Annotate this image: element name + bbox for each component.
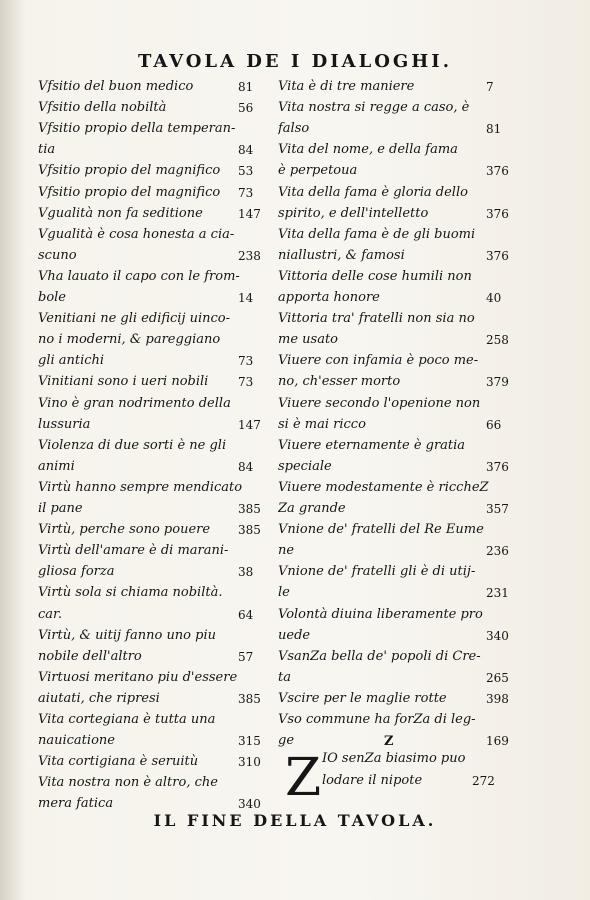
entry-text: lussuria <box>38 416 91 432</box>
entry-text: Vfsitio propio del magnifico <box>38 163 221 179</box>
index-entry-line <box>38 414 276 436</box>
page-number: 81 <box>238 80 254 94</box>
page-number: 40 <box>486 291 502 305</box>
entry-text: Viuere con infamia è poco me- <box>278 353 479 369</box>
entry-text: Vso commune ha forZa di leg- <box>278 712 476 727</box>
page-number: 7 <box>486 80 494 94</box>
page-number: 64 <box>238 607 254 622</box>
entry-text: aiutati, che ripresi <box>38 690 160 706</box>
index-entry-line <box>38 582 276 604</box>
page-number: 310 <box>238 755 261 770</box>
entry-text: Vino è gran nodrimento della <box>38 395 231 411</box>
page-number: 57 <box>238 649 254 664</box>
index-entry-line <box>38 730 276 752</box>
page-number: 14 <box>238 291 254 305</box>
index-entry-line <box>278 371 516 393</box>
entry-text: Virtù dell'amare è di marani- <box>38 543 229 559</box>
index-entry-line <box>278 76 516 98</box>
entry-text: ne <box>278 543 295 559</box>
entry-text: Vita della fama è de gli buomi <box>278 226 476 242</box>
index-entry-line <box>278 646 516 668</box>
entry-text: Vnione de' fratelli gli è di utij- <box>278 564 476 580</box>
index-column-right <box>278 76 516 816</box>
page-number: 147 <box>238 417 261 432</box>
entry-text: Viuere modestamente è riccheZ <box>278 479 489 495</box>
page-number: 169 <box>486 734 509 749</box>
entry-text: Vita è di tre maniere <box>278 79 415 94</box>
index-entry-line <box>38 646 276 668</box>
index-entry-line <box>38 182 276 204</box>
index-entry-line <box>278 667 516 689</box>
page-number: 376 <box>486 459 509 474</box>
entry-text: Vita cortigiana è seruitù <box>38 754 199 770</box>
entry-text: tia <box>38 142 56 158</box>
index-entry-line <box>38 350 276 372</box>
entry-text: Vita della fama è gloria dello <box>278 184 468 200</box>
page-number: 258 <box>486 333 509 348</box>
index-entry-line <box>278 308 516 330</box>
page-number: 53 <box>238 164 254 179</box>
index-entry-line <box>38 266 276 288</box>
page-number: 56 <box>238 101 254 116</box>
entry-text: bole <box>38 290 66 305</box>
index-entry-line <box>278 414 516 436</box>
entry-text: VsanZa bella de' popoli di Cre- <box>278 648 481 664</box>
entry-text: Vfsitio della nobiltà <box>38 100 167 116</box>
index-entry-line <box>38 118 276 140</box>
entry-text: Viuere eternamente è gratia <box>278 437 466 453</box>
index-entry-line <box>278 182 516 204</box>
entry-text: le <box>278 585 290 601</box>
page-number: 272 <box>472 774 495 788</box>
entry-text: Vittoria delle cose humili non <box>278 268 472 284</box>
page-number: 73 <box>238 185 254 200</box>
index-entry-line <box>38 308 276 330</box>
index-entry-line <box>278 456 516 478</box>
page-number: 315 <box>238 734 261 749</box>
entry-text: niallustri, & famosi <box>278 247 405 263</box>
page-number: 238 <box>238 248 261 263</box>
entry-text: spirito, e dell'intelletto <box>278 205 429 221</box>
entry-text: Za grande <box>278 501 346 516</box>
page-number: 73 <box>238 375 254 390</box>
entry-text: Vita cortegiana è tutta una <box>38 712 216 727</box>
entry-text: Vfsitio propio della temperan- <box>38 121 236 137</box>
index-entry-line <box>38 160 276 182</box>
index-entry-line <box>278 245 516 267</box>
entry-text: Virtù sola si chiama nobiltà. <box>38 585 223 601</box>
index-entry-line <box>278 498 516 520</box>
page-number: 340 <box>486 628 509 643</box>
index-entry-line <box>38 625 276 647</box>
entry-text: Virtù hanno sempre mendicato <box>38 479 243 495</box>
index-entry-line <box>38 688 276 710</box>
section-heading-z: Z <box>384 734 394 749</box>
page-number: 236 <box>486 544 509 559</box>
page-number: 376 <box>486 248 509 263</box>
page-number: 398 <box>486 691 509 706</box>
entry-text: animi <box>38 458 75 474</box>
entry-text: car. <box>38 606 62 622</box>
entry-text: falso <box>278 121 310 137</box>
index-entry-line <box>278 561 516 583</box>
entry-text: Volontà diuina liberamente pro <box>278 606 483 622</box>
entry-text: scuno <box>38 247 77 263</box>
index-entry-line <box>38 76 276 98</box>
entry-text: uede <box>278 627 311 643</box>
index-entry-line <box>278 582 516 604</box>
page-number: 81 <box>486 122 502 137</box>
index-entry-line <box>278 329 516 351</box>
entry-text: no i moderni, & pareggiano <box>38 332 221 348</box>
entry-text: gliosa forza <box>38 564 115 580</box>
entry-text: Vita nostra non è altro, che <box>38 775 218 791</box>
index-entry-line <box>278 160 516 182</box>
index-entry-line <box>278 118 516 140</box>
index-entry-line <box>38 371 276 393</box>
index-entry-line <box>38 519 276 541</box>
z-entry-line <box>322 748 492 770</box>
page-number: 231 <box>486 586 509 601</box>
entry-text: speciale <box>278 458 332 474</box>
page-number: 84 <box>238 143 254 158</box>
entry-text: apporta honore <box>278 290 380 305</box>
index-entry-line <box>278 519 516 541</box>
index-entry-line <box>38 245 276 267</box>
index-entry-line <box>38 772 276 794</box>
page-number: 73 <box>238 354 254 369</box>
index-entry-line <box>38 435 276 457</box>
entry-text: si è mai ricco <box>278 416 366 432</box>
index-entry-line <box>278 540 516 562</box>
entry-text: Venitiani ne gli edificij uinco- <box>38 311 231 327</box>
index-entry-line <box>278 266 516 288</box>
entry-text: Vittoria tra' fratelli non sia no <box>278 311 475 327</box>
entry-text: IO senZa biasimo puo <box>322 751 466 766</box>
index-entry-line <box>38 604 276 626</box>
index-entry-line <box>38 97 276 119</box>
entry-text: Vgualità è cosa honesta a cia- <box>38 226 235 242</box>
z-entry-line <box>322 770 495 792</box>
entry-text: no, ch'esser morto <box>278 374 401 390</box>
page-number: 66 <box>486 417 502 432</box>
index-entry-line <box>38 456 276 478</box>
index-entry-line <box>38 139 276 161</box>
page-number: 38 <box>238 565 254 580</box>
index-entry-line <box>38 393 276 415</box>
entry-text: Vha lauato il capo con le from- <box>38 268 240 284</box>
index-entry-line <box>278 604 516 626</box>
index-entry-line <box>278 688 516 710</box>
entry-text: nobile dell'altro <box>38 648 142 664</box>
entry-text: Vgualità non fa seditione <box>38 205 203 221</box>
entry-text: lodare il nipote <box>322 773 423 788</box>
page-number: 379 <box>486 375 509 390</box>
entry-text: ge <box>278 733 295 749</box>
index-entry-line <box>38 329 276 351</box>
index-entry-line <box>278 203 516 225</box>
index-entry-line <box>38 287 276 309</box>
page-number: 340 <box>238 797 261 812</box>
entry-text: Violenza di due sorti è ne gli <box>38 437 227 453</box>
index-entry-line <box>278 350 516 372</box>
index-entry-line <box>38 224 276 246</box>
index-entry-line <box>38 667 276 689</box>
closing-line: IL FINE DELLA TAVOLA. <box>153 811 437 830</box>
drop-cap-z: Z <box>285 748 322 808</box>
entry-text: Vita nostra si regge a caso, è <box>278 100 470 116</box>
index-column-left <box>38 76 276 816</box>
entry-text: ta <box>278 669 291 685</box>
index-entry-line <box>38 477 276 499</box>
entry-text: Vita del nome, e della fama <box>278 142 458 158</box>
page-number: 357 <box>486 502 509 516</box>
entry-text: Virtù, perche sono pouere <box>38 522 211 538</box>
index-entry-line <box>278 435 516 457</box>
entry-text: Virtuosi meritano piu d'essere <box>38 669 238 685</box>
index-entry-line <box>278 97 516 119</box>
entry-text: gli antichi <box>38 353 105 369</box>
index-entry-line <box>278 139 516 161</box>
index-entry-line <box>278 709 516 731</box>
entry-text: Virtù, & uitij fanno uno piu <box>38 627 216 643</box>
entry-text: Vfsitio del buon medico <box>38 79 194 94</box>
entry-text: è perpetoua <box>278 163 358 179</box>
index-entry-line <box>278 287 516 309</box>
entry-text: Viuere secondo l'openione non <box>278 395 481 411</box>
index-entry-line <box>38 498 276 520</box>
binding-shadow <box>0 0 26 900</box>
entry-text: Vscire per le maglie rotte <box>278 690 447 706</box>
index-entry-line <box>278 477 516 499</box>
index-entry-line <box>278 625 516 647</box>
index-entry-line <box>38 709 276 731</box>
entry-text: me usato <box>278 332 338 348</box>
page-number: 84 <box>238 459 254 474</box>
entry-text: nauicatione <box>38 733 115 749</box>
entry-text: mera fatica <box>38 796 114 812</box>
entry-text: Vinitiani sono i ueri nobili <box>38 374 209 390</box>
page-number: 376 <box>486 206 509 221</box>
page-number: 376 <box>486 164 509 179</box>
entry-text: Vnione de' fratelli del Re Eume <box>278 522 484 538</box>
index-entry-line <box>278 224 516 246</box>
index-entry-line <box>38 561 276 583</box>
page-number: 147 <box>238 206 261 221</box>
entry-text: Vfsitio propio del magnifico <box>38 184 221 200</box>
page-title: TAVOLA DE I DIALOGHI. <box>138 51 452 72</box>
entry-text: il pane <box>38 501 83 516</box>
page-number: 265 <box>486 670 509 685</box>
index-entry-line <box>38 751 276 773</box>
index-entry-line <box>38 540 276 562</box>
index-entry-line <box>38 203 276 225</box>
page-number: 385 <box>238 523 261 538</box>
page-number: 385 <box>238 502 261 516</box>
index-entry-line <box>278 393 516 415</box>
page-number: 385 <box>238 691 261 706</box>
